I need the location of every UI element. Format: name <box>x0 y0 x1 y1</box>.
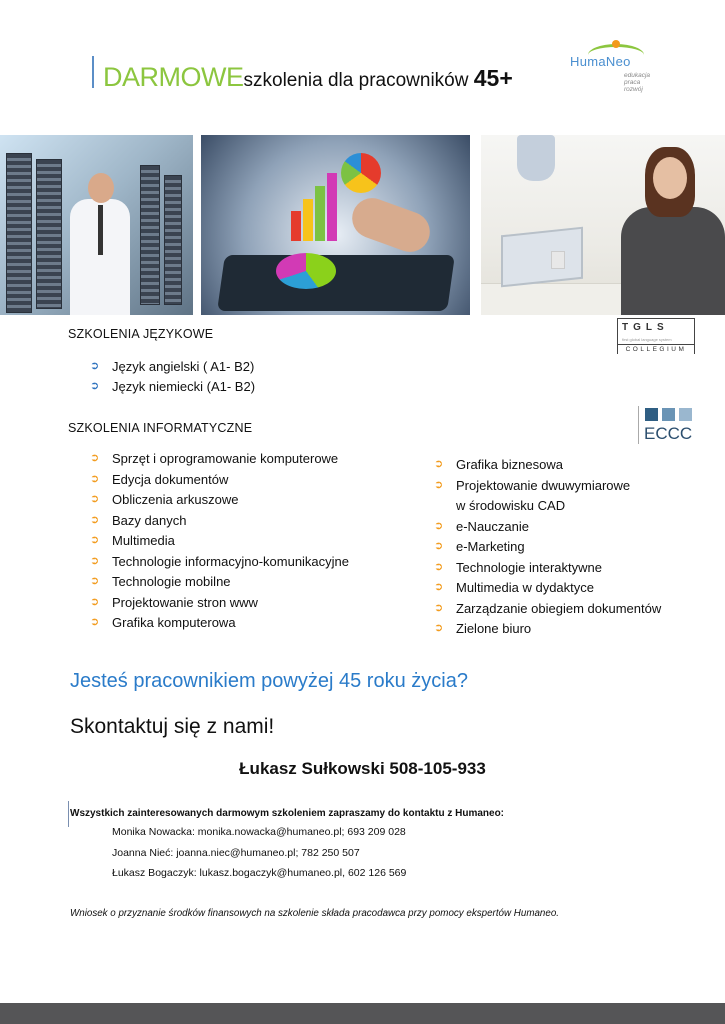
tgls-title: TGLS <box>622 322 669 333</box>
it-list-left <box>90 451 349 636</box>
woman-figure <box>621 207 725 315</box>
list-item-label: Bazy danych <box>112 512 187 528</box>
list-item-label: Język niemiecki (A1- B2) <box>112 379 256 394</box>
list-item-label: Technologie interaktywne <box>456 559 602 575</box>
cta-contact: Skontaktuj się z nami! <box>70 715 275 738</box>
circled-arrow-icon: ➲ <box>90 380 100 392</box>
circled-arrow-icon: ➲ <box>434 478 444 491</box>
list-item <box>434 580 661 601</box>
list-item <box>90 472 349 493</box>
server-rack <box>140 165 160 305</box>
circled-arrow-icon: ➲ <box>434 622 444 634</box>
list-item <box>90 359 255 379</box>
page-title <box>103 62 513 93</box>
logo-figure-icon <box>612 40 620 48</box>
circled-arrow-icon: ➲ <box>434 560 444 573</box>
logo-tag-3: rozwój <box>624 86 643 93</box>
bar-chart-icon <box>291 211 301 241</box>
man-tie <box>98 205 103 255</box>
tgls-bottom: COLLEGIUM <box>618 344 694 354</box>
list-item <box>434 519 661 540</box>
list-item-label: e-Nauczanie <box>456 518 529 534</box>
list-item <box>90 554 349 575</box>
circled-arrow-icon: ➲ <box>90 595 100 608</box>
list-item <box>90 615 349 636</box>
lamp-shape <box>517 135 555 181</box>
circled-arrow-icon: ➲ <box>90 616 100 628</box>
logo-tagline <box>624 72 650 93</box>
bar-chart-icon <box>303 199 313 241</box>
circled-arrow-icon: ➲ <box>90 575 100 587</box>
circled-arrow-icon: ➲ <box>434 601 444 614</box>
pie-chart-icon <box>276 253 336 289</box>
tgls-logo <box>617 318 695 354</box>
list-item-label: Grafika biznesowa <box>456 457 563 472</box>
list-item-label: Zielone biuro <box>456 621 532 636</box>
bar-chart-icon <box>315 186 325 241</box>
contact-line: Monika Nowacka: monika.nowacka@humaneo.pl; 693 209 028 <box>112 826 406 838</box>
server-rack <box>6 153 32 313</box>
title-free: DARMOWE <box>103 62 244 92</box>
cta-question: Jesteś pracownikiem powyżej 45 roku życia? <box>70 670 468 692</box>
list-item-label: Edycja dokumentów <box>112 471 229 487</box>
man-head <box>88 173 114 203</box>
list-item-label: Technologie informacyjno-komunikacyjne <box>112 553 350 569</box>
logo-word: HumaNeo <box>570 54 631 69</box>
footer-bar <box>0 1003 725 1024</box>
bar-chart-icon <box>327 173 337 241</box>
circled-arrow-icon: ➲ <box>90 554 100 567</box>
tablet-shape <box>217 255 455 311</box>
list-item <box>90 451 349 472</box>
server-rack <box>164 175 182 305</box>
list-item-label: Sprzęt i oprogramowanie komputerowe <box>112 451 339 466</box>
list-item <box>90 379 255 399</box>
language-list <box>90 359 255 399</box>
logo-square <box>662 408 675 421</box>
logo-tag-2: praca <box>624 79 641 86</box>
mug-shape <box>551 251 565 269</box>
title-age: 45+ <box>473 65 513 91</box>
humaneo-logo <box>568 36 668 96</box>
circled-arrow-icon: ➲ <box>90 452 100 464</box>
footnote: Wniosek o przyznanie środków finansowych na szkolenie składa pracodawca przy pomocy ekspertów Humaneo. <box>70 908 559 919</box>
logo-square <box>645 408 658 421</box>
circled-arrow-icon: ➲ <box>434 519 444 532</box>
contact-person: Łukasz Sułkowski 508-105-933 <box>239 759 486 778</box>
list-item <box>90 513 349 534</box>
eccc-word: ECCC <box>644 424 693 443</box>
circled-arrow-icon: ➲ <box>434 458 444 470</box>
list-item-label: Technologie mobilne <box>112 574 231 589</box>
list-item-label: Język angielski ( A1- B2) <box>112 359 255 374</box>
logo-tag-1: edukacja <box>624 72 651 79</box>
circled-arrow-icon: ➲ <box>90 472 100 485</box>
paragraph-marker <box>68 801 69 827</box>
list-item <box>434 478 661 499</box>
circled-arrow-icon: ➲ <box>90 493 100 505</box>
list-item-label: Projektowanie stron www <box>112 594 258 610</box>
woman-face <box>653 157 687 199</box>
list-item <box>434 601 661 622</box>
pie-chart-icon <box>341 153 381 193</box>
list-item-label: e-Marketing <box>456 539 525 554</box>
list-item-label: Grafika komputerowa <box>112 615 236 630</box>
circled-arrow-icon: ➲ <box>434 540 444 552</box>
hand-shape <box>347 193 436 258</box>
circled-arrow-icon: ➲ <box>434 581 444 593</box>
logo-square <box>679 408 692 421</box>
contact-intro: Wszystkich zainteresowanych darmowym szkoleniem zapraszamy do kontaktu z Humaneo: <box>70 808 505 819</box>
list-item <box>434 621 661 642</box>
contact-line: Łukasz Bogaczyk: lukasz.bogaczyk@humaneo.pl, 602 126 569 <box>112 867 407 879</box>
circled-arrow-icon: ➲ <box>90 513 100 526</box>
it-list-right <box>434 457 661 642</box>
list-item <box>434 560 661 581</box>
title-main: szkolenia dla pracowników <box>243 70 474 91</box>
circled-arrow-icon: ➲ <box>90 534 100 546</box>
contact-line: Joanna Nieć: joanna.niec@humaneo.pl; 782 250 507 <box>112 847 360 859</box>
list-item <box>90 492 349 513</box>
list-item-continuation <box>434 498 661 519</box>
list-item-label: Multimedia <box>112 533 175 548</box>
header-accent-bar <box>92 56 94 88</box>
laptop-shape <box>501 227 583 288</box>
photo-tablet-charts <box>201 135 470 315</box>
tgls-sub: first global language system <box>622 337 672 342</box>
list-item <box>434 539 661 560</box>
photo-server-room <box>0 135 193 315</box>
list-item <box>90 595 349 616</box>
heading-language: SZKOLENIA JĘZYKOWE <box>68 327 214 341</box>
list-item-label: Obliczenia arkuszowe <box>112 492 239 507</box>
list-item-label: w środowisku CAD <box>456 498 566 513</box>
list-item-label: Multimedia w dydaktyce <box>456 580 594 595</box>
list-item-label: Zarządzanie obiegiem dokumentów <box>456 600 662 616</box>
heading-it: SZKOLENIA INFORMATYCZNE <box>68 421 253 435</box>
photo-office-woman <box>481 135 725 315</box>
circled-arrow-icon: ➲ <box>90 360 100 372</box>
list-item <box>90 574 349 595</box>
list-item <box>90 533 349 554</box>
list-item-label: Projektowanie dwuwymiarowe <box>456 477 631 493</box>
list-item <box>434 457 661 478</box>
eccc-logo <box>638 406 698 444</box>
server-rack <box>36 159 62 309</box>
